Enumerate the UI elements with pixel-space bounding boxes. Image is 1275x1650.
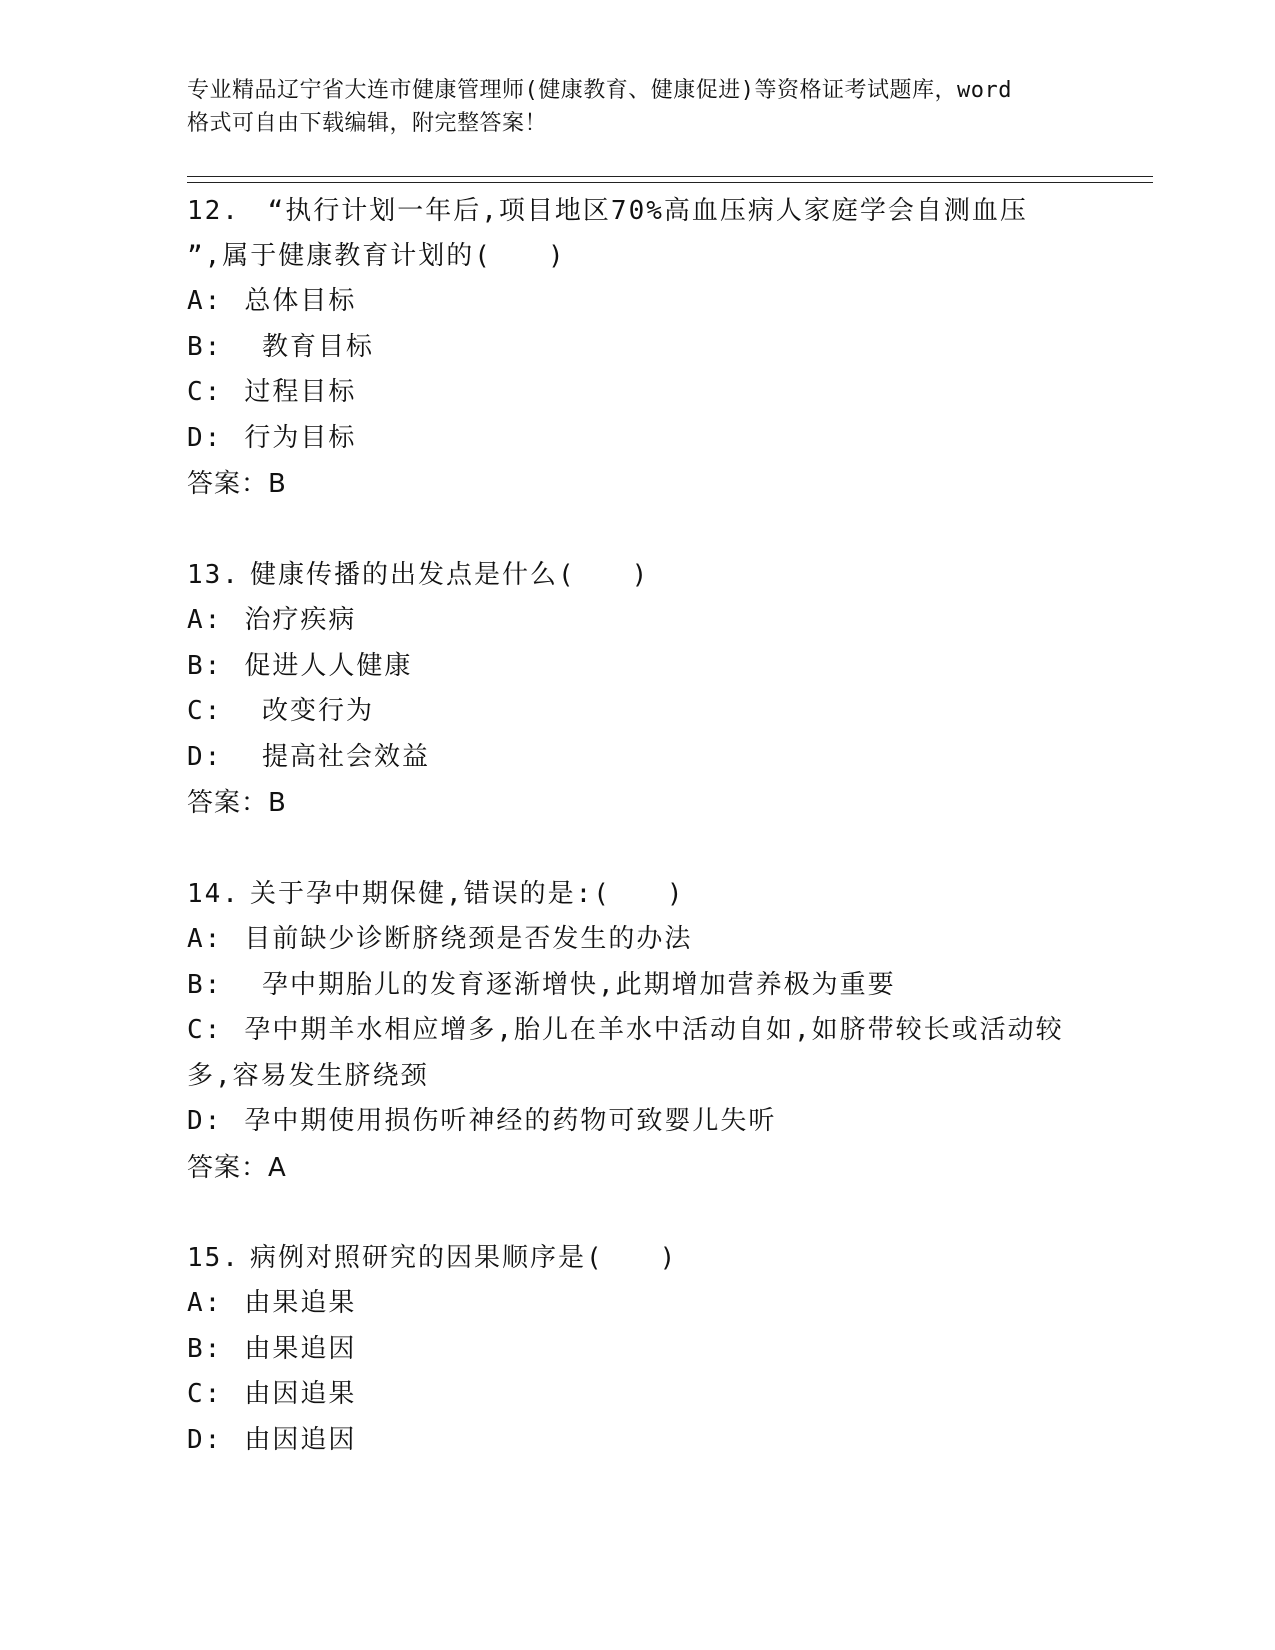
question-number: 14.: [187, 879, 240, 909]
option-text: 由因追因: [244, 1424, 357, 1455]
option-c: [187, 370, 1087, 416]
option-text: 由果追因: [244, 1333, 357, 1364]
option-text: 治疗疾病: [244, 605, 357, 635]
option-key: B:: [187, 969, 223, 1000]
option-text: 教育目标: [244, 331, 374, 362]
option-d: [187, 1418, 1087, 1464]
question-number: 13.: [187, 560, 240, 590]
question-15: [187, 1236, 1087, 1463]
option-key: D:: [187, 1106, 223, 1136]
option-d: [187, 416, 1087, 462]
option-c: [187, 689, 1087, 735]
option-text: 改变行为: [244, 696, 374, 726]
option-b: [187, 325, 1087, 371]
answer-value: B: [268, 469, 287, 499]
option-key: D:: [187, 422, 223, 453]
question-text-line-1: “执行计划一年后,项目地区70%高血压病人家庭学会自测血压: [249, 196, 1028, 226]
option-a: [187, 279, 1087, 325]
option-text: 促进人人健康: [244, 650, 413, 681]
answer-label: 答案：: [187, 788, 269, 818]
header-rule-bottom: [187, 182, 1153, 183]
question-text-line-1: 关于孕中期保健,错误的是:( ): [249, 879, 685, 909]
header-line-1: 专业精品辽宁省大连市健康管理师(健康教育、健康促进)等资格证考试题库，word: [187, 78, 1012, 103]
answer-value: B: [268, 788, 287, 818]
header-rule-top: [187, 176, 1153, 177]
option-key: D:: [187, 741, 223, 772]
option-key: C:: [187, 377, 223, 407]
question-text: [187, 1236, 1087, 1281]
option-key: B:: [187, 1333, 223, 1364]
answer-label: 答案：: [187, 1152, 269, 1183]
option-c: [187, 1008, 1087, 1054]
option-b: [187, 644, 1087, 690]
question-text-line-1: 健康传播的出发点是什么( ): [249, 560, 650, 590]
option-c-continued: 多,容易发生脐绕颈: [187, 1060, 429, 1091]
question-14: [187, 872, 1087, 1191]
answer-line: [187, 780, 1087, 826]
option-key: C:: [187, 1015, 223, 1045]
option-text: 由果追果: [244, 1288, 357, 1318]
option-key: A:: [187, 605, 223, 635]
option-text: 提高社会效益: [244, 741, 430, 772]
question-text: [187, 553, 1087, 598]
option-key: C:: [187, 1379, 223, 1409]
answer-line: [187, 1145, 1087, 1191]
answer-line: [187, 461, 1087, 507]
question-13: [187, 553, 1087, 826]
header-line-2: 格式可自由下载编辑，附完整答案！: [187, 111, 548, 136]
question-text: [187, 872, 1087, 917]
option-text: 目前缺少诊断脐绕颈是否发生的办法: [244, 924, 693, 954]
option-key: A:: [187, 286, 223, 316]
option-b: [187, 963, 1087, 1009]
question-text-line-2: ”,属于健康教育计划的( ): [187, 241, 566, 271]
question-number: 12.: [187, 196, 240, 226]
option-d: [187, 1099, 1087, 1145]
question-12: [187, 189, 1087, 507]
option-a: [187, 1281, 1087, 1327]
option-text: 行为目标: [244, 422, 357, 453]
option-key: B:: [187, 331, 223, 362]
option-key: A:: [187, 924, 223, 954]
option-text: 由因追果: [244, 1379, 357, 1409]
option-key: C:: [187, 696, 223, 726]
option-d: [187, 735, 1087, 781]
option-key: A:: [187, 1288, 223, 1318]
option-text: 过程目标: [244, 377, 357, 407]
option-c: [187, 1372, 1087, 1418]
option-a: [187, 598, 1087, 644]
option-key: D:: [187, 1424, 223, 1455]
document-header: [187, 74, 1087, 140]
question-text-line-1: 病例对照研究的因果顺序是( ): [249, 1243, 678, 1273]
option-b: [187, 1327, 1087, 1373]
option-text: 孕中期使用损伤听神经的药物可致婴儿失听: [244, 1106, 777, 1136]
answer-label: 答案：: [187, 469, 269, 499]
option-a: [187, 917, 1087, 963]
answer-value: A: [268, 1152, 287, 1183]
question-text: [187, 189, 1087, 234]
option-key: B:: [187, 650, 223, 681]
option-text: 孕中期羊水相应增多,胎儿在羊水中活动自如,如脐带较长或活动较: [244, 1015, 1064, 1045]
option-text: 孕中期胎儿的发育逐渐增快,此期增加营养极为重要: [244, 969, 896, 1000]
option-text: 总体目标: [244, 286, 357, 316]
question-number: 15.: [187, 1243, 240, 1273]
